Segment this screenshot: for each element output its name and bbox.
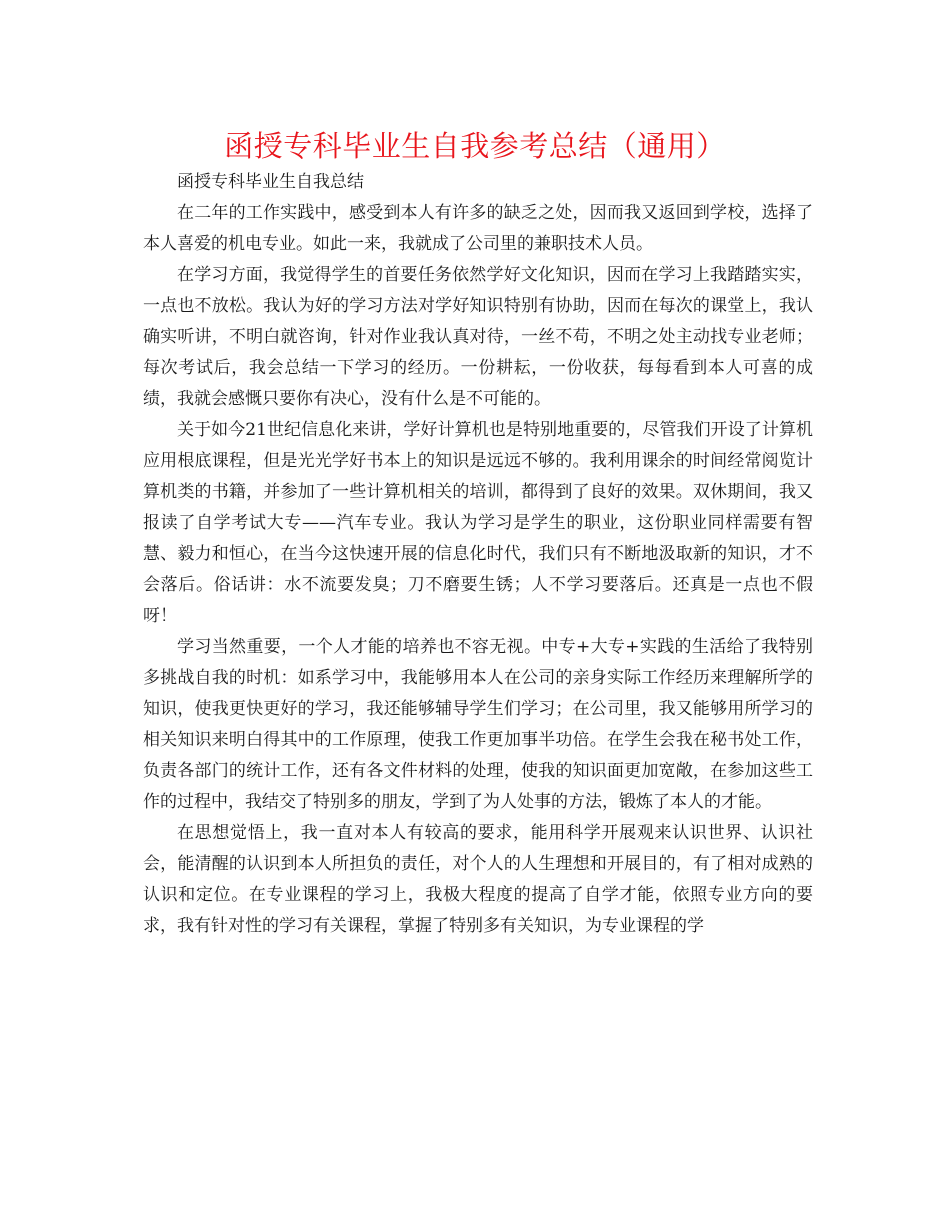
document-body — [143, 167, 813, 942]
paragraph-3: 关于如今21世纪信息化来讲，学好计算机也是特别地重要的，尽管我们开设了计算机应用根底课程，但是光光学好书本上的知识是远远不够的。我利用课余的时间经常阅览计算机类的书籍，并参加了一些计算机相关的培训，都得到了良好的效果。双休期间，我又报读了自学考试大专——汽车专业。我认为学习是学生的职业，这份职业同样需要有智慧、毅力和恒心，在当今这快速开展的信息化时代，我们只有不断地汲取新的知识，才不会落后。俗话讲：水不流要发臭；刀不磨要生锈；人不学习要落后。还真是一点也不假呀！ — [143, 420, 813, 626]
paragraph-4: 学习当然重要，一个人才能的培养也不容无视。中专+大专+实践的生活给了我特别多挑战自我的时机：如系学习中，我能够用本人在公司的亲身实际工作经历来理解所学的知识，使我更快更好的学习，我还能够辅导学生们学习；在公司里，我又能够用所学习的相关知识来明白得其中的工作原理，使我工作更加事半功倍。在学生会我在秘书处工作，负责各部门的统计工作，还有各文件材料的处理，使我的知识面更加宽敞，在参加这些工作的过程中，我结交了特别多的朋友，学到了为人处事的方法，锻炼了本人的才能。 — [143, 637, 813, 812]
paragraph-5: 在思想觉悟上，我一直对本人有较高的要求，能用科学开展观来认识世界、认识社会，能清醒的认识到本人所担负的责任，对个人的人生理想和开展目的，有了相对成熟的认识和定位。在专业课程的学习上，我极大程度的提高了自学才能，依照专业方向的要求，我有针对性的学习有关课程，掌握了特别多有关知识，为专业课程的学 — [143, 823, 813, 936]
document-subtitle: 函授专科毕业生自我总结 — [177, 172, 364, 192]
paragraph-1: 在二年的工作实践中，感受到本人有许多的缺乏之处，因而我又返回到学校，选择了本人喜爱的机电专业。如此一来，我就成了公司里的兼职技术人员。 — [143, 203, 813, 254]
document-title: 函授专科毕业生自我参考总结（通用） — [224, 129, 726, 163]
paragraph-2: 在学习方面，我觉得学生的首要任务依然学好文化知识，因而在学习上我踏踏实实，一点也不放松。我认为好的学习方法对学好知识特别有协助，因而在每次的课堂上，我认确实听讲，不明白就咨询，针对作业我认真对待，一丝不苟，不明之处主动找专业老师；每次考试后，我会总结一下学习的经历。一份耕耘，一份收获，每每看到本人可喜的成绩，我就会感慨只要你有决心，没有什么是不可能的。 — [143, 265, 813, 409]
